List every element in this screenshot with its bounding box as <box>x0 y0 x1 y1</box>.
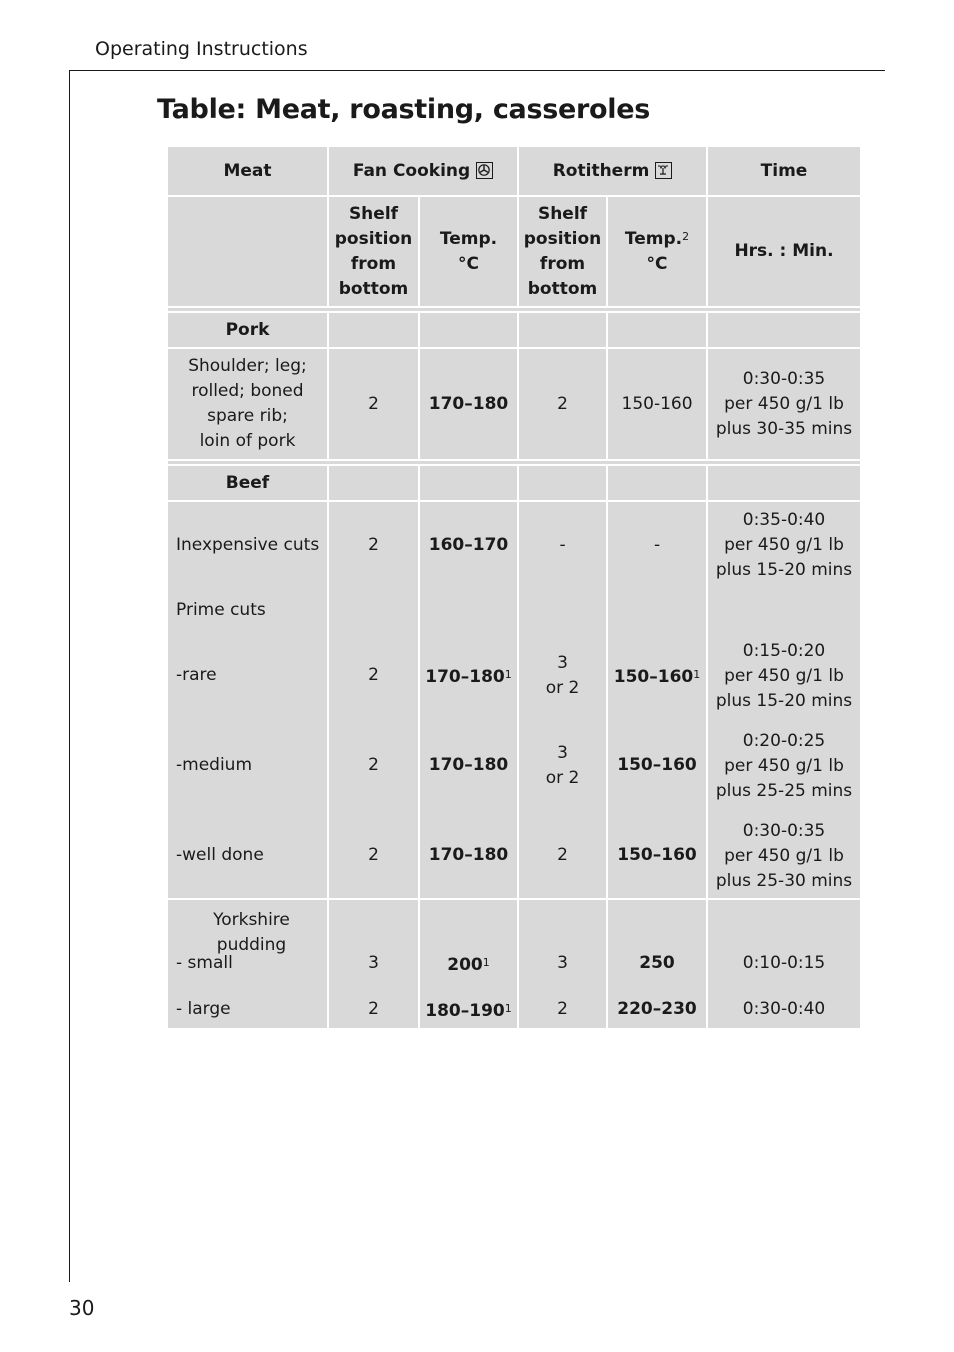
fan-cooking-label: Fan Cooking <box>352 160 471 181</box>
fan-oven-icon <box>476 162 493 179</box>
yorkshire-items <box>168 900 327 1028</box>
beef-block <box>168 502 860 898</box>
side-rule <box>69 70 70 1282</box>
temp-label: Temp. <box>624 228 683 249</box>
beef-fan-temp: 160–170 $170-180^1$ 170–180 170–180 <box>420 502 517 898</box>
item-name: Yorkshire pudding <box>213 910 290 955</box>
shelf-line: position <box>334 228 413 249</box>
fan-shelf: 2 <box>329 349 418 459</box>
top-rule <box>69 70 885 71</box>
section-label: Beef <box>168 466 327 500</box>
shelf-line: from <box>539 253 586 274</box>
time-unit-header: Hrs. : Min. <box>708 197 860 306</box>
table-row <box>168 349 860 459</box>
col-time-header: Time <box>708 147 860 195</box>
fan-cooking-header <box>329 147 517 195</box>
item-name: - small <box>176 953 233 973</box>
page-number: 30 <box>69 1296 95 1320</box>
roti-shelf: 2 <box>519 349 606 459</box>
shelf-line: bottom <box>527 278 598 299</box>
shelf-line: Shelf <box>348 203 399 224</box>
beef-cook-time: 0:35-0:40 per 450 g/1 lb plus 15-20 mins 0:15-0:20 per 450 g/1 lb plus 15-20 mins 0:20-0:25 per 450 g/1 lb plus 25-25 mins 0:30-0:35 per 450 g/1 lb plus 25-30 mins <box>708 502 860 898</box>
item-name: Prime cuts <box>176 600 266 620</box>
item-name: - large <box>176 999 231 1019</box>
subheader-row <box>168 197 860 306</box>
section-row-pork <box>168 313 860 347</box>
roti-temp-header <box>608 197 706 306</box>
section-label: Pork <box>168 313 327 347</box>
header-row <box>168 147 860 195</box>
yorkshire-fan-temp: $200^1$ $180-190^1$ <box>420 900 517 1028</box>
fan-shelf-header <box>329 197 418 306</box>
roti-shelf-header <box>519 197 606 306</box>
roti-temp: 150-160 <box>608 349 706 459</box>
rotitherm-header <box>519 147 706 195</box>
temp-label: Temp. <box>439 228 498 249</box>
beef-items <box>168 502 327 898</box>
shelf-line: position <box>523 228 602 249</box>
shelf-line: Shelf <box>537 203 588 224</box>
col-meat-header: Meat <box>168 147 327 195</box>
fan-temp: 170–180 <box>420 349 517 459</box>
fan-temp-header <box>420 197 517 306</box>
item-name: -rare <box>176 665 217 685</box>
shelf-line: bottom <box>338 278 409 299</box>
temp-unit: °C <box>646 253 668 274</box>
beef-roti-temp: - $150-160^1$ 150–160 150–160 <box>608 502 706 898</box>
yorkshire-roti-shelf: 3 2 <box>519 900 606 1028</box>
yorkshire-roti-temp: 250 220–230 <box>608 900 706 1028</box>
yorkshire-block <box>168 900 860 1028</box>
shelf-line: from <box>350 253 397 274</box>
yorkshire-cook-time: 0:10-0:15 0:30-0:40 <box>708 900 860 1028</box>
rotitherm-oven-icon <box>655 162 672 179</box>
beef-roti-shelf: - 3 or 2 3 or 2 2 <box>519 502 606 898</box>
cook-time: 0:30-0:35 per 450 g/1 lb plus 30-35 mins <box>708 349 860 459</box>
item-name: Shoulder; leg; rolled; boned spare rib; loin of pork <box>168 349 327 459</box>
temp-unit: °C <box>458 253 479 274</box>
rotitherm-label: Rotitherm <box>552 160 650 181</box>
item-name: -medium <box>176 755 253 775</box>
meat-header-spacer <box>168 197 327 306</box>
section-row-beef <box>168 466 860 500</box>
footnote-marker: 2 <box>682 229 690 243</box>
item-name: Inexpensive cuts <box>176 535 320 555</box>
beef-fan-shelf: 2 2 2 2 <box>329 502 418 898</box>
running-head: Operating Instructions <box>95 38 308 60</box>
item-name: -well done <box>176 845 264 865</box>
page-title: Table: Meat, roasting, casseroles <box>157 94 651 125</box>
meat-roasting-table <box>166 145 862 1030</box>
yorkshire-fan-shelf: 3 2 <box>329 900 418 1028</box>
